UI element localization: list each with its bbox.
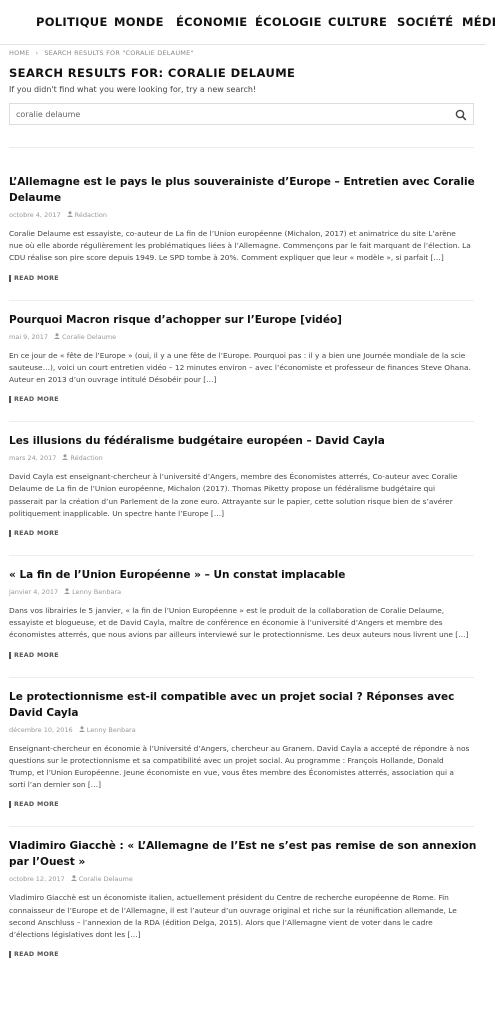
- article-title[interactable]: Les illusions du fédéralisme budgétaire européen – David Cayla: [9, 435, 385, 448]
- nav-item-societe[interactable]: SOCIÉTÉ: [397, 15, 454, 29]
- article-excerpt: Coralie Delaume est essayiste, co-auteur de La fin de l’Union européenne (Michalon, 2017) et animatrice du site L’arène nue où elle aborde régulièrement les problématiques liées à l’Allemagne. Commençons par le fait marquant de l’élection. La CDU réalise son pire score depuis 1949. Le SPD tombe à 20%. Comment expliquer que leur « modèle », si parfait […]: [9, 229, 471, 263]
- main-nav: [0, 0, 496, 45]
- article-author[interactable]: Coralie Delaume: [62, 332, 117, 341]
- article-meta: [9, 875, 477, 884]
- article-date: janvier 4, 2017: [9, 588, 59, 597]
- nav-item-medias[interactable]: MÉDI: [462, 15, 496, 29]
- article-meta: [9, 211, 477, 220]
- nav-item-ecologie[interactable]: ÉCOLOGIE: [255, 15, 322, 29]
- article-excerpt: Dans vos librairies le 5 janvier, « la fin de l’Union Européenne » est le produit de la collaboration de Coralie Delaume, essayiste et blogueuse, et de David Cayla, maître de conférence en économie à l’université d’Angers et membre des économistes atterrés, que nous avions par ailleurs interviewé sur le protectionnisme. Les deux auteurs nous livrent une […]: [9, 606, 469, 640]
- nav-item-politique[interactable]: POLITIQUE: [36, 15, 108, 29]
- user-icon: [62, 454, 68, 462]
- user-icon: [67, 211, 73, 219]
- nav-item-monde[interactable]: MONDE: [114, 15, 164, 29]
- search-result-5: [9, 689, 477, 811]
- read-more-link[interactable]: READ MORE: [9, 396, 59, 403]
- search-form: [9, 103, 474, 125]
- article-meta: [9, 588, 477, 597]
- article-title[interactable]: Pourquoi Macron risque d’achopper sur l’Europe [vidéo]: [9, 313, 342, 326]
- article-excerpt: Enseignant-chercheur en économie à l’Université d’Angers, chercheur au Granem. David Cayla a accepté de répondre à nos questions sur le protectionnisme et sa compatibilité avec un projet social. Au programme : François Hollande, Donald Trump, et l’Union Européenne. Jeune économiste en vue, vous êtes membre des Économistes atterrés, association qui a sorti l’an dernier son […]: [9, 743, 470, 790]
- article-author[interactable]: Rédaction: [74, 211, 107, 219]
- article-separator: [9, 677, 474, 678]
- article-separator: [9, 826, 474, 827]
- article-date: mars 24, 2017: [9, 454, 57, 463]
- read-more-link[interactable]: READ MORE: [9, 275, 59, 282]
- user-icon: [79, 726, 85, 734]
- search-input[interactable]: [10, 104, 440, 124]
- nav-item-economie[interactable]: ÉCONOMIE: [176, 15, 248, 29]
- breadcrumb-separator: ›: [35, 49, 39, 57]
- article-author[interactable]: Coralie Delaume: [78, 875, 133, 884]
- search-result-6: [9, 838, 477, 960]
- user-icon: [64, 588, 70, 596]
- article-excerpt: David Cayla est enseignant-chercheur à l’université d’Angers, membre des Économistes atterrés, Co-auteur avec Coralie Delaume de La fin de l’Union européenne, Michalon (2017). Thomas Piketty propose un fédéralisme budgétaire qui passerait par la création d’un Parlement de la zone euro. Attrayante sur le papier, cette solution risque bien de s’avérer politiquement inapplicable. Un spectre hante l’Europe […]: [9, 472, 458, 518]
- article-title[interactable]: « La fin de l’Union Européenne » – Un constat implacable: [9, 569, 346, 582]
- read-more-link[interactable]: READ MORE: [9, 951, 59, 958]
- search-icon: [454, 108, 468, 122]
- read-more-link[interactable]: READ MORE: [9, 801, 59, 808]
- user-icon: [54, 333, 60, 341]
- article-meta: [9, 454, 477, 463]
- main-content: [0, 49, 486, 960]
- article-date: octobre 12, 2017: [9, 875, 65, 884]
- not-found-message: If you didn't find what you were looking for, try a new search!: [9, 85, 257, 94]
- article-title[interactable]: L’Allemagne est le pays le plus souverainiste d’Europe – Entretien avec Coralie Delaume: [9, 176, 475, 204]
- article-separator: [9, 421, 474, 422]
- breadcrumb-home[interactable]: HOME: [9, 49, 30, 57]
- breadcrumb: [9, 49, 477, 59]
- article-author[interactable]: Lenny Benbara: [86, 725, 136, 734]
- article-separator: [9, 555, 474, 556]
- search-button[interactable]: [454, 107, 468, 121]
- article-separator: [9, 300, 474, 301]
- read-more-link[interactable]: READ MORE: [9, 530, 59, 537]
- page-title: SEARCH RESULTS FOR: CORALIE DELAUME: [9, 66, 296, 80]
- breadcrumb-current: SEARCH RESULTS FOR "CORALIE DELAUME": [44, 49, 194, 57]
- results-divider: [9, 147, 474, 148]
- article-date: décembre 10, 2016: [9, 725, 73, 734]
- search-result-3: [9, 433, 477, 539]
- search-result-2: [9, 312, 477, 406]
- article-excerpt: Vladimiro Giacchè est un économiste italien, actuellement président du Centre de recherche européenne de Rome. Fin connaisseur de l’Europe et de l’Allemagne, il est l’auteur d’un ouvrage original et riche sur la réunification allemande, Le second Anschluss – l’annexion de la RDA (édition Delga, 2015). Alors que l’Allemagne vient de voter dans le cadre d’élections législatives dont les […]: [9, 893, 457, 940]
- read-more-link[interactable]: READ MORE: [9, 652, 59, 659]
- nav-item-culture[interactable]: CULTURE: [328, 15, 388, 29]
- search-result-4: [9, 567, 477, 661]
- article-title[interactable]: Le protectionnisme est-il compatible avec un projet social ? Réponses avec David Cayla: [9, 690, 455, 719]
- article-meta: [9, 726, 477, 735]
- article-title[interactable]: Vladimiro Giacchè : « L’Allemagne de l’Est ne s’est pas remise de son annexion par l’Ouest »: [9, 840, 477, 869]
- article-author[interactable]: Lenny Benbara: [72, 588, 122, 597]
- search-result-1: [9, 174, 477, 284]
- article-date: mai 9, 2017: [9, 332, 48, 341]
- article-author[interactable]: Rédaction: [70, 454, 103, 463]
- article-meta: [9, 333, 477, 342]
- user-icon: [71, 875, 77, 883]
- article-date: octobre 4, 2017: [9, 211, 61, 219]
- article-excerpt: En ce jour de « fête de l’Europe » (oui, il y a une fête de l’Europe. Pourquoi pas : il y a bien une Journée mondiale de la scie sauteuse…), voici un court entretien vidéo – 12 minutes environ – avec l’économiste et professeur de finances Steve Ohana. Auteur en 2013 d’un ouvrage intitulé Désobéir pour […]: [9, 350, 471, 385]
